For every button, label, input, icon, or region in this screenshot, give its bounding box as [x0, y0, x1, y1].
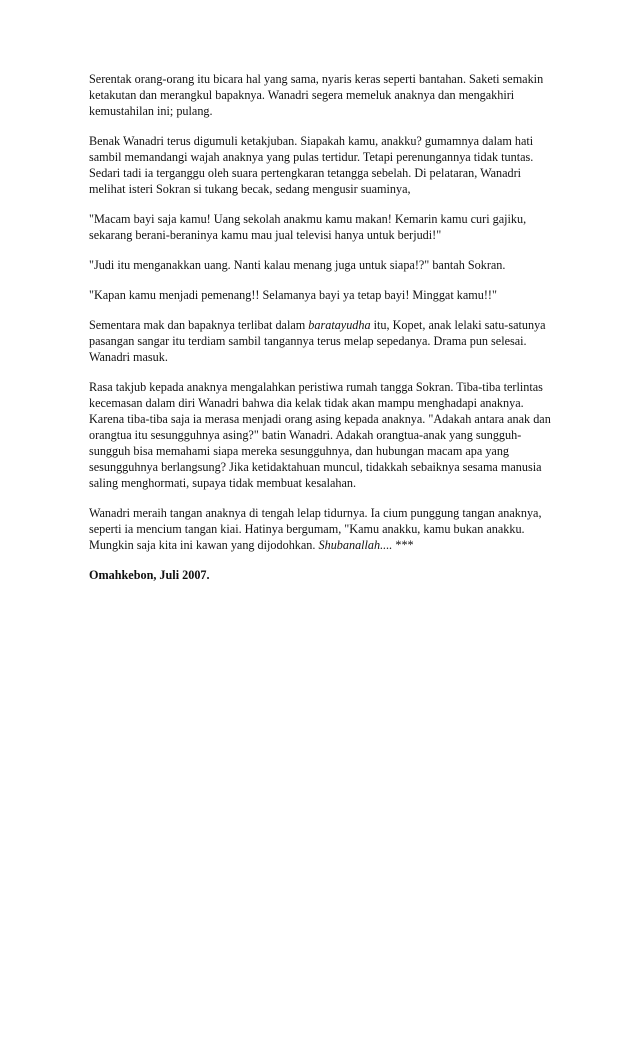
italic-term: baratayudha: [308, 318, 371, 332]
italic-term: Shubanallah....: [318, 538, 393, 552]
paragraph-6: [89, 317, 551, 365]
signoff-line: Omahkebon, Juli 2007.: [89, 568, 210, 582]
text-segment: "Kapan kamu menjadi pemenang!! Selamanya bayi ya tetap bayi! Minggat kamu!!": [89, 288, 497, 302]
story-text: [89, 71, 551, 583]
text-segment: Benak Wanadri terus digumuli ketakjuban. Siapakah kamu, anakku? gumamnya dalam hati sambil memandangi wajah anaknya yang pulas tertidur. Tetapi perenungannya tidak tuntas. Sedari tadi ia terganggu oleh suara pertengkaran tetangga sebelah. Di pelataran, Wanadri melihat isteri Sokran si tukang becak, sedang mengusir suaminya,: [89, 134, 534, 196]
text-segment: Rasa takjub kepada anaknya mengalahkan peristiwa rumah tangga Sokran. Tiba-tiba terlintas kecemasan dalam diri Wanadri bahwa dia kelak tidak akan mampu menghadapi anaknya. Karena tiba-tiba saja ia merasa menjadi orang asing kepada anaknya. "Adakah antara anak dan orangtua itu sesungguhnya asing?" batin Wanadri. Adakah orangtua-anak yang sungguh-sungguh bisa memahami siapa mereka sesungguhnya, dan hubungan macam apa yang sesungguhnya berlangsung? Jika ketidaktahuan muncul, tidakkah sebaiknya sesama manusia saling menghormati, supaya tidak membuat kesalahan.: [89, 380, 551, 490]
text-segment: Wanadri meraih tangan anaknya di tengah lelap tidurnya. Ia cium punggung tangan anaknya, seperti ia mencium tangan kiai. Hatinya bergumam, "Kamu anakku, kamu bukan anakku. Mungkin saja kita ini kawan yang dijodohkan.: [89, 506, 542, 552]
paragraph-7: [89, 379, 551, 491]
paragraph-8: [89, 505, 551, 553]
text-segment: Sementara mak dan bapaknya terlibat dalam: [89, 318, 309, 332]
text-segment: ***: [392, 538, 414, 552]
text-segment: itu, Kopet, anak lelaki satu-satunya pasangan sangar itu terdiam sambil tangannya terus melap sepedanya. Drama pun selesai. Wanadri masuk.: [89, 318, 546, 364]
text-segment: "Macam bayi saja kamu! Uang sekolah anakmu kamu makan! Kemarin kamu curi gajiku, sekarang berani-beraninya kamu mau jual televisi hanya untuk berjudi!": [89, 212, 527, 242]
paragraph-3: [89, 211, 551, 243]
paragraph-list: [89, 71, 551, 553]
paragraph-5: [89, 287, 551, 303]
paragraph-1: [89, 71, 551, 119]
text-segment: Serentak orang-orang itu bicara hal yang sama, nyaris keras seperti bantahan. Saketi semakin ketakutan dan merangkul bapaknya. Wanadri segera memeluk anaknya dan mengakhiri kemustahilan ini; pulang.: [89, 72, 544, 118]
paragraph-2: [89, 133, 551, 197]
text-segment: "Judi itu menganakkan uang. Nanti kalau menang juga untuk siapa!?" bantah Sokran.: [89, 258, 506, 272]
paragraph-4: [89, 257, 551, 273]
